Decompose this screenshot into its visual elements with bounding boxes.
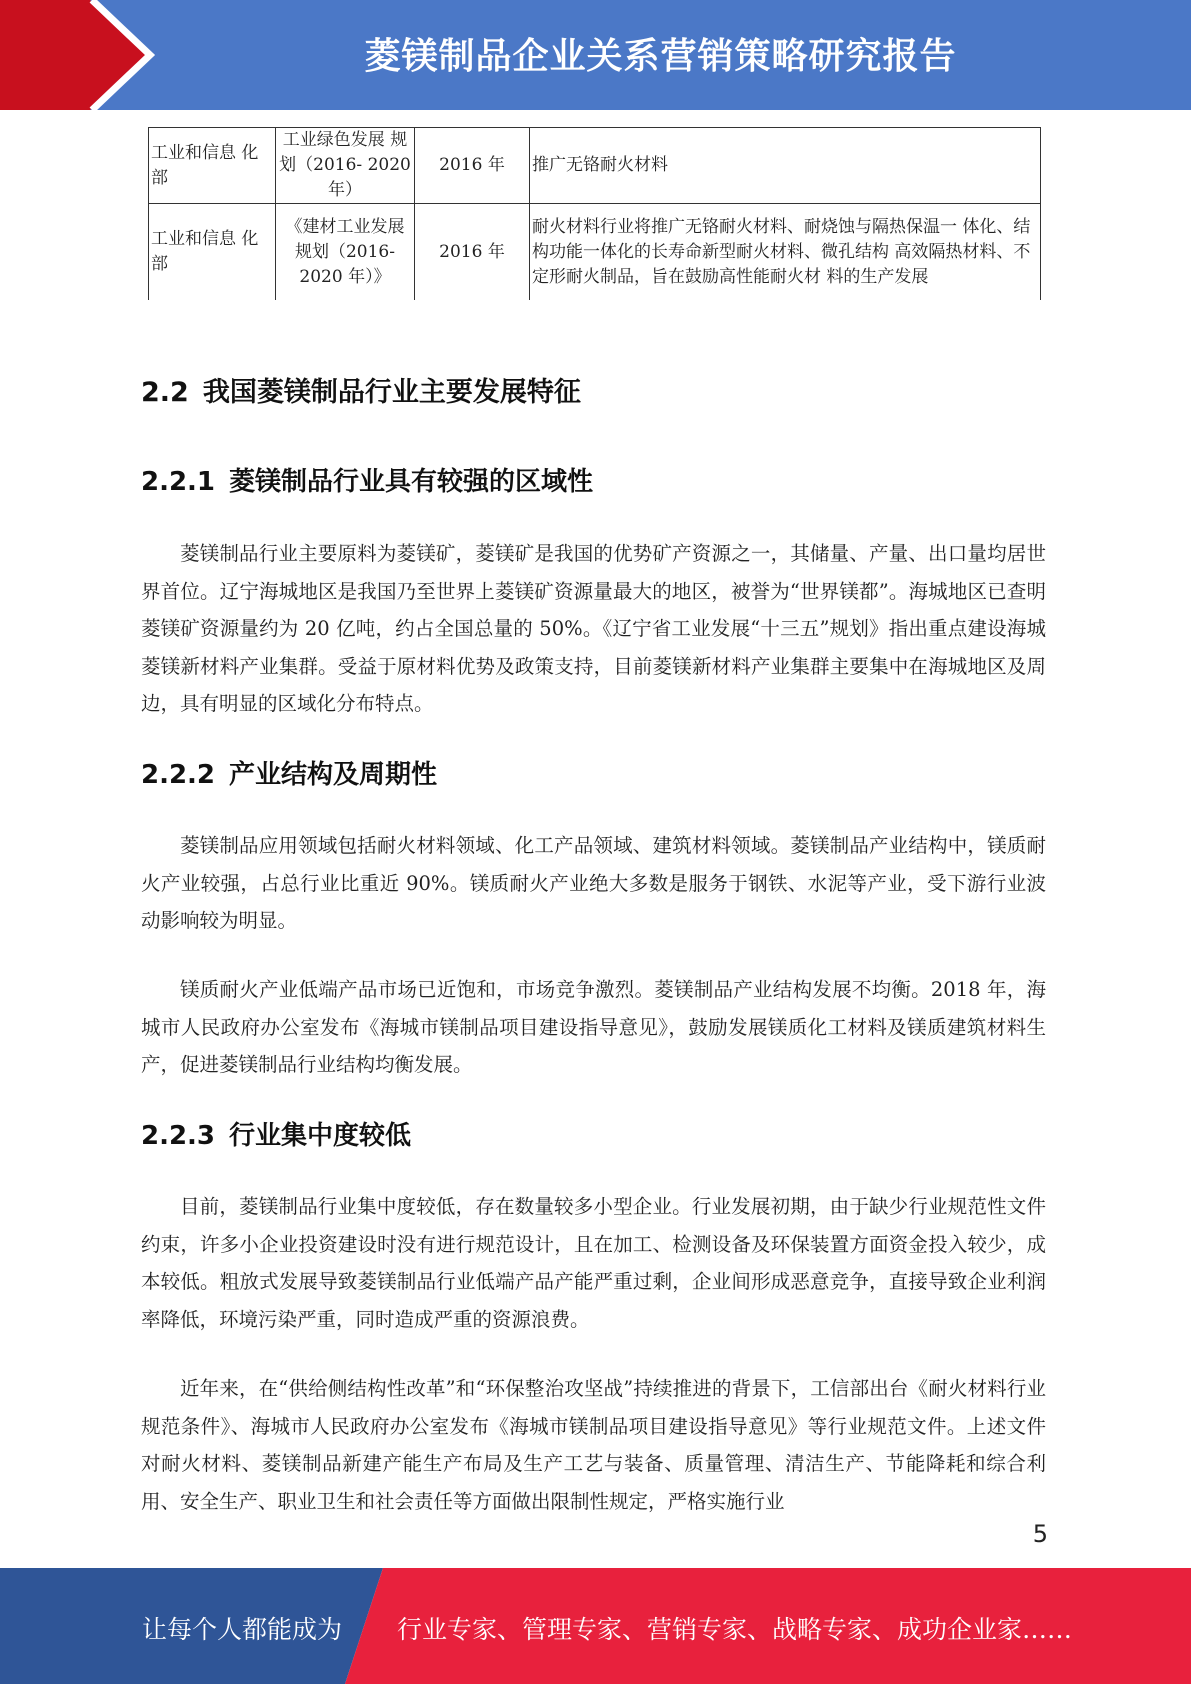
section-heading-2-2-3 (141, 1115, 411, 1152)
paragraph: 菱镁制品应用领域包括耐火材料领域、化工产品领域、建筑材料领域。菱镁制品产业结构中，镁质耐火产业较强，占总行业比重近 90%。镁质耐火产业绝大多数是服务于钢铁、水泥等产业，受下游行业波动影响较为明显。 (141, 834, 1046, 932)
page-number: 5 (1032, 1520, 1048, 1548)
table-cell-dept: 工业和信息 化部 (149, 128, 276, 204)
section-title: 产业结构及周期性 (229, 760, 438, 790)
report-header (0, 0, 1191, 110)
section-number: 2.2 (141, 377, 189, 408)
section-number: 2.2.3 (141, 1121, 216, 1151)
paragraph: 菱镁制品行业主要原料为菱镁矿，菱镁矿是我国的优势矿产资源之一，其储量、产量、出口量均居世界首位。辽宁海城地区是我国乃至世界上菱镁矿资源量最大的地区，被誉为“世界镁都”。海城地区已查明菱镁矿资源量约为 20 亿吨，约占全国总量的 50%。《辽宁省工业发展“十三五”规划》指出重点建设海城菱镁新材料产业集群。受益于原材料优势及政策支持，目前菱镁新材料产业集群主要集中在海城地区及周边，具有明显的区域化分布特点。 (141, 542, 1046, 715)
section-heading-2-2-2 (141, 754, 437, 791)
table-row (149, 128, 1041, 204)
section-title: 菱镁制品行业具有较强的区域性 (229, 467, 594, 497)
policy-table (148, 127, 1041, 300)
report-footer (0, 1568, 1191, 1684)
paragraph: 目前，菱镁制品行业集中度较低，存在数量较多小型企业。行业发展初期，由于缺少行业规范性文件约束，许多小企业投资建设时没有进行规范设计，且在加工、检测设备及环保装置方面资金投入较少，成本较低。粗放式发展导致菱镁制品行业低端产品产能严重过剩，企业间形成恶意竞争，直接导致企业利润率降低，环境污染严重，同时造成严重的资源浪费。 (141, 1195, 1046, 1331)
section-heading-2-2 (141, 370, 581, 409)
section-heading-2-2-1 (141, 461, 593, 498)
table-cell-year: 2016 年 (415, 128, 530, 204)
table-cell-plan: 《建材工业发展规划（2016- 2020 年）》 (276, 204, 415, 301)
paragraph: 镁质耐火产业低端产品市场已近饱和，市场竞争激烈。菱镁制品产业结构发展不均衡。2018 年，海城市人民政府办公室发布《海城市镁制品项目建设指导意见》，鼓励发展镁质化工材料及镁质建筑材料生产，促进菱镁制品行业结构均衡发展。 (141, 978, 1046, 1076)
footer-slogan-right: 行业专家、管理专家、营销专家、战略专家、成功企业家…… (397, 1615, 1073, 1644)
section-title: 我国菱镁制品行业主要发展特征 (202, 377, 581, 408)
table-cell-plan: 工业绿色发展 规划（2016- 2020 年） (276, 128, 415, 204)
section-number: 2.2.2 (141, 760, 216, 790)
table-row (149, 204, 1041, 301)
section-title: 行业集中度较低 (229, 1121, 412, 1151)
footer-slogan-left: 让每个人都能成为 (142, 1615, 343, 1644)
table-cell-year: 2016 年 (415, 204, 530, 301)
table-cell-content: 推广无铬耐火材料 (530, 128, 1041, 204)
table-cell-content: 耐火材料行业将推广无铬耐火材料、耐烧蚀与隔热保温一 体化、结构功能一体化的长寿命新型耐火材料、微孔结构 高效隔热材料、不定形耐火制品，旨在鼓励高性能耐火材 料的生产发展 (530, 204, 1041, 301)
table-cell-dept: 工业和信息 化部 (149, 204, 276, 301)
paragraph: 近年来，在“供给侧结构性改革”和“环保整治攻坚战”持续推进的背景下，工信部出台《耐火材料行业规范条件》、海城市人民政府办公室发布《海城市镁制品项目建设指导意见》等行业规范文件。上述文件对耐火材料、菱镁制品新建产能生产布局及生产工艺与装备、质量管理、清洁生产、节能降耗和综合利用、安全生产、职业卫生和社会责任等方面做出限制性规定，严格实施行业 (141, 1377, 1046, 1513)
report-title: 菱镁制品企业关系营销策略研究报告 (364, 36, 957, 77)
section-number: 2.2.1 (141, 467, 216, 497)
